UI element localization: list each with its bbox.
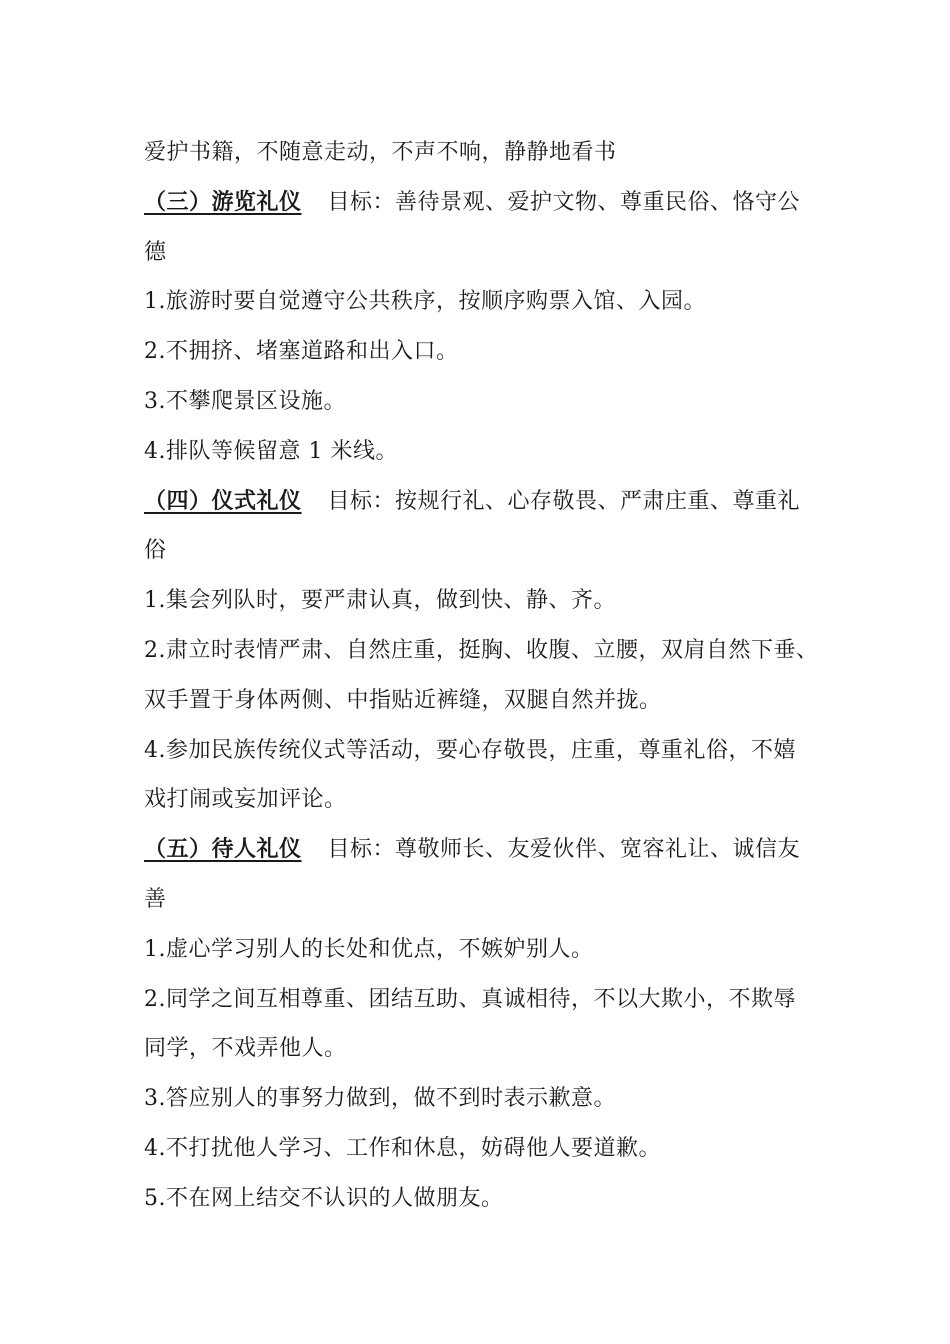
body-line: 善 <box>144 886 167 912</box>
section-title: （三）游览礼仪 <box>144 188 302 215</box>
list-item: 3.答应别人的事努力做到，做不到时表示歉意。 <box>144 1086 616 1112</box>
section-goal: 目标：善待景观、爱护文物、尊重民俗、恪守公 <box>327 189 801 215</box>
list-item: 4.不打扰他人学习、工作和休息，妨碍他人要道歉。 <box>144 1135 661 1161</box>
body-line: 同学，不戏弄他人。 <box>144 1036 347 1062</box>
list-item: 4.参加民族传统仪式等活动，要心存敬畏，庄重，尊重礼俗，不嬉 <box>144 737 796 763</box>
section-title: （四）仪式礼仪 <box>144 487 302 514</box>
list-item: 5.不在网上结交不认识的人做朋友。 <box>144 1185 504 1211</box>
document-page <box>144 128 834 1224</box>
section-title: （五）待人礼仪 <box>144 836 302 863</box>
list-item: 1.虚心学习别人的长处和优点，不嫉妒别人。 <box>144 936 594 962</box>
body-line: 双手置于身体两侧、中指贴近裤缝，双腿自然并拢。 <box>144 687 662 713</box>
list-item: 1.集会列队时，要严肃认真，做到快、静、齐。 <box>144 588 616 614</box>
body-line: 戏打闹或妄加评论。 <box>144 787 347 813</box>
section-heading <box>144 477 834 527</box>
section-heading <box>144 825 834 875</box>
list-item: 2.同学之间互相尊重、团结互助、真诚相待，不以大欺小，不欺辱 <box>144 986 796 1012</box>
list-item: 2.肃立时表情严肃、自然庄重，挺胸、收腹、立腰，双肩自然下垂、 <box>144 637 819 663</box>
body-line: 俗 <box>144 538 167 564</box>
list-item: 2.不拥挤、堵塞道路和出入口。 <box>144 339 459 365</box>
section-heading <box>144 178 834 228</box>
section-goal: 目标：尊敬师长、友爱伙伴、宽容礼让、诚信友 <box>327 837 801 863</box>
body-line: 德 <box>144 239 167 265</box>
list-item: 1.旅游时要自觉遵守公共秩序，按顺序购票入馆、入园。 <box>144 289 706 315</box>
body-line: 爱护书籍，不随意走动，不声不响，静静地看书 <box>144 140 617 165</box>
list-item: 4.排队等候留意 1 米线。 <box>144 438 398 464</box>
list-item: 3.不攀爬景区设施。 <box>144 388 346 414</box>
section-goal: 目标：按规行礼、心存敬畏、严肃庄重、尊重礼 <box>327 488 801 514</box>
